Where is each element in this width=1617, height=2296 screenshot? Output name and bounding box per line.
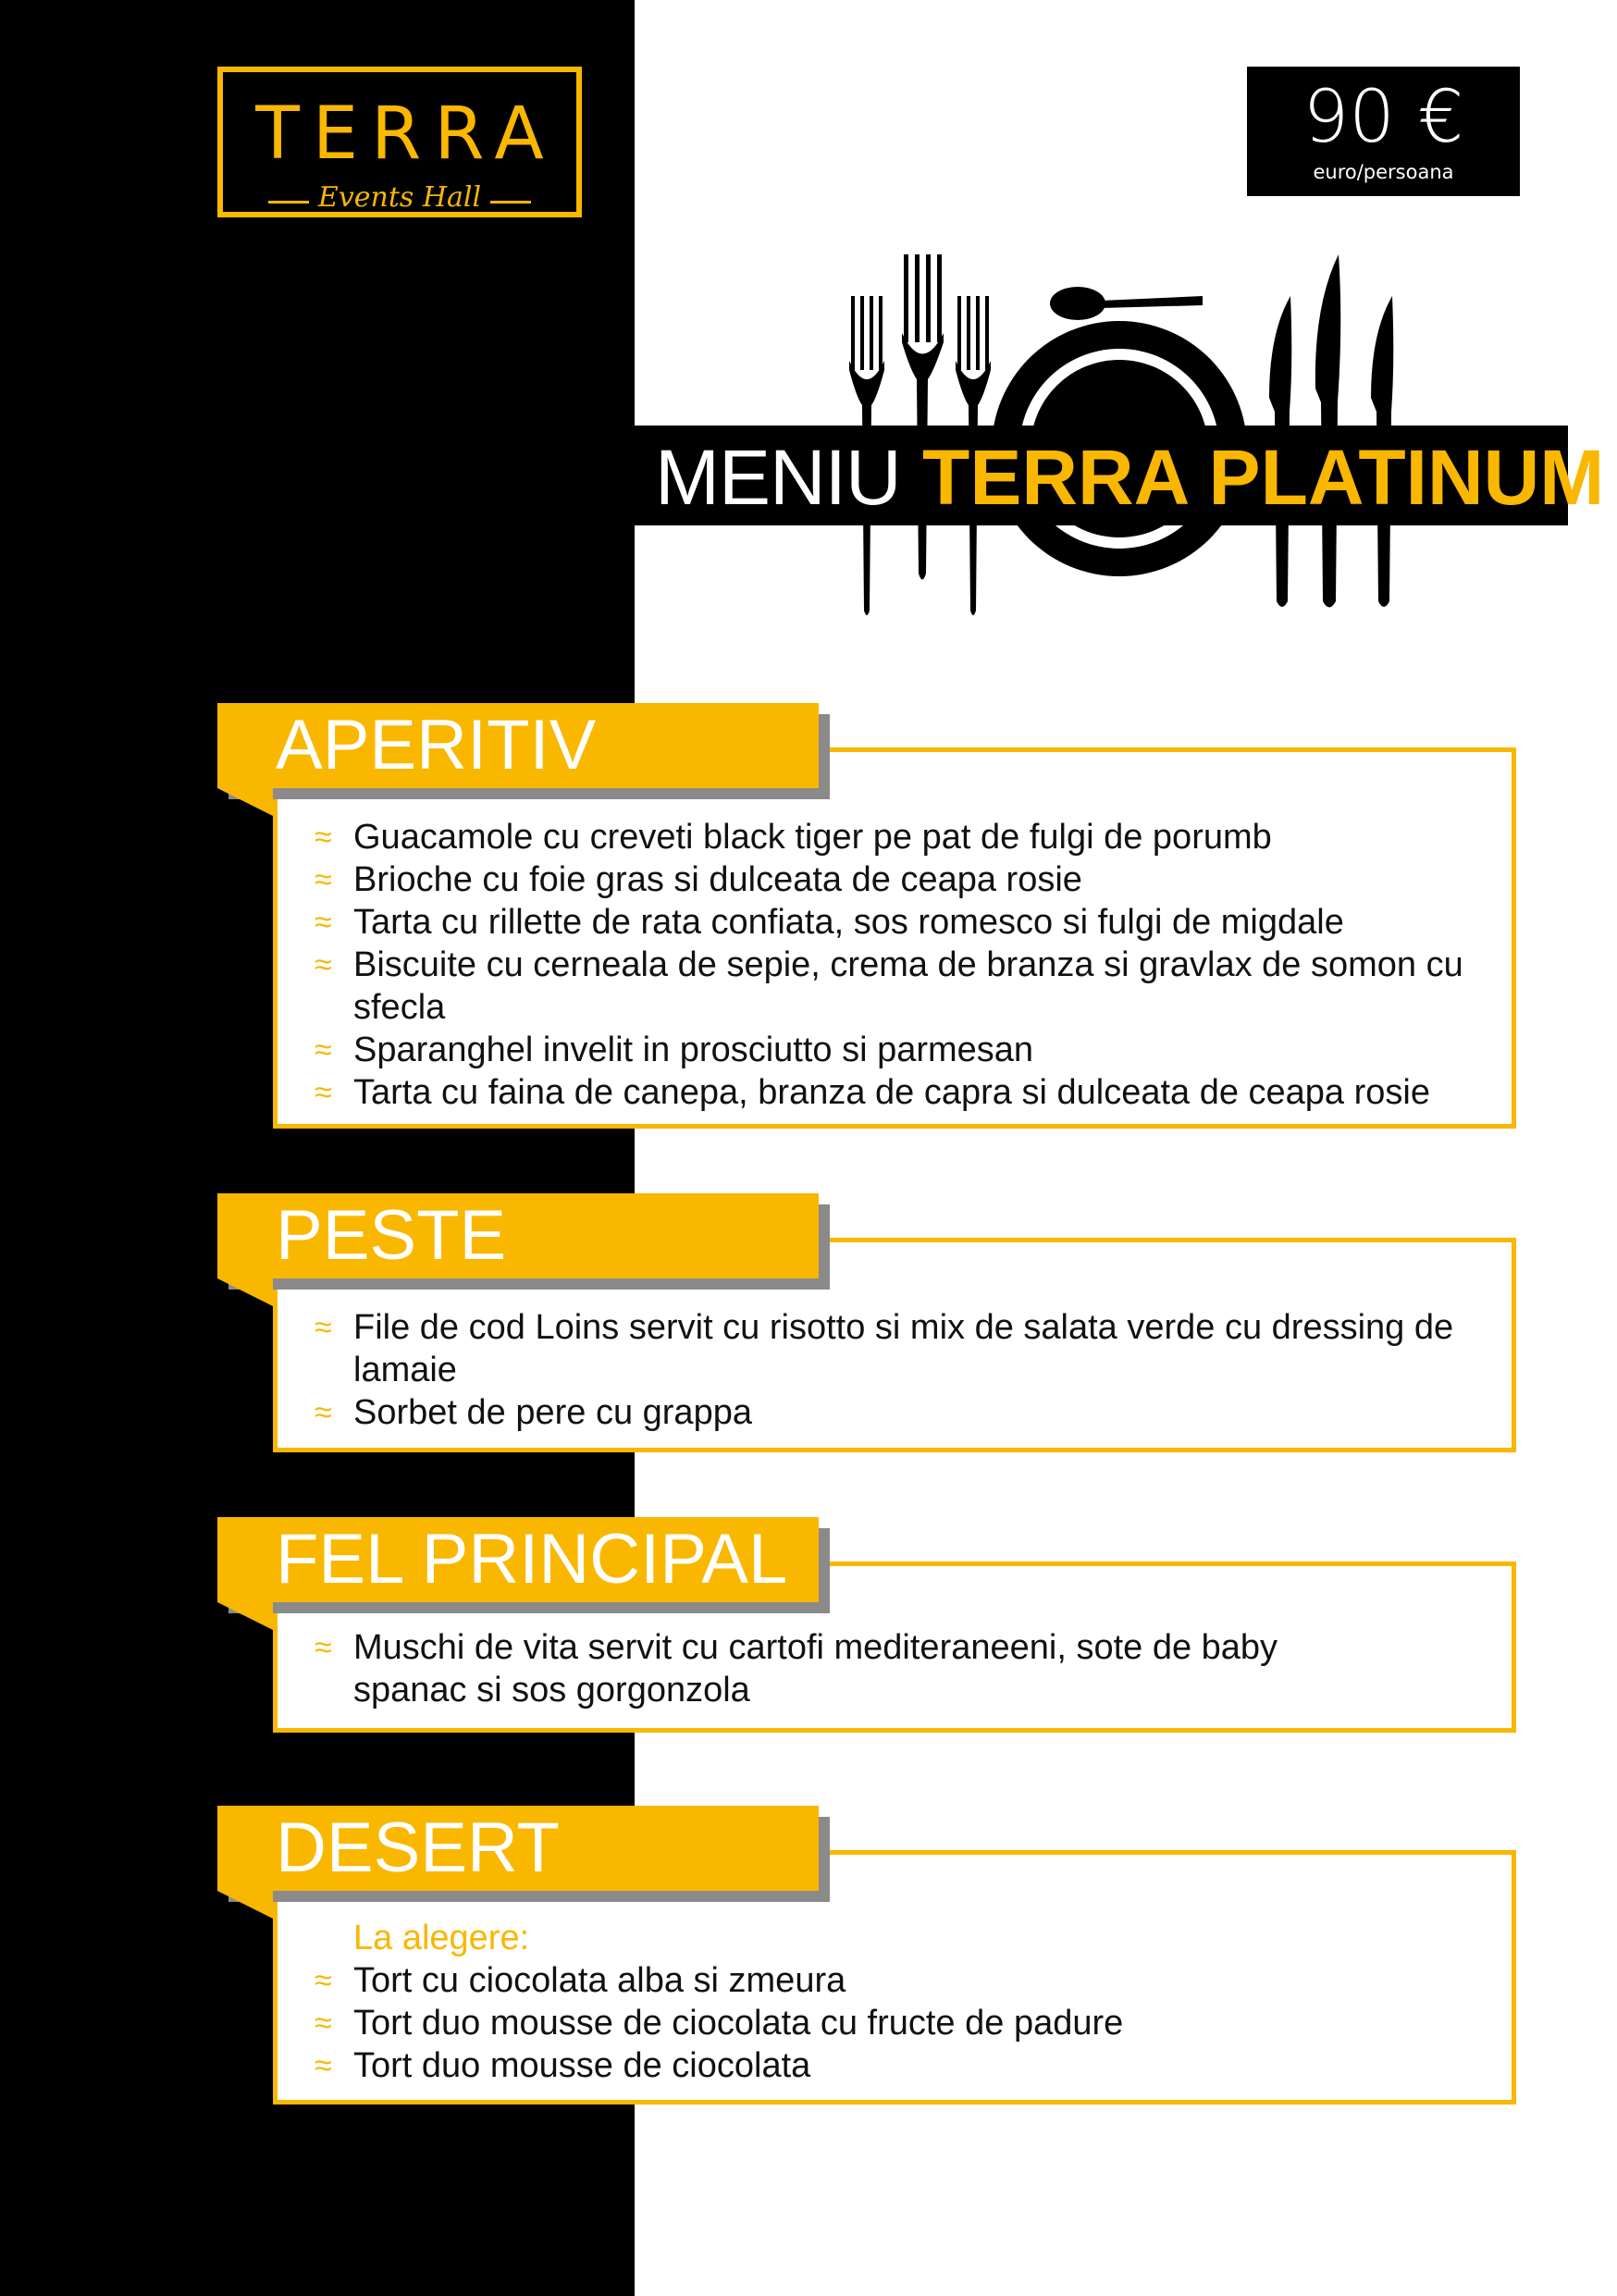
section-label-fel-principal: FEL PRINCIPAL [276,1520,788,1599]
item-text: Sorbet de pere cu grappa [353,1393,752,1432]
menu-title [655,435,1604,520]
list-item [315,901,1517,944]
section-label-desert: DESERT [276,1808,560,1887]
section-label-fold [217,1602,273,1630]
bullet-icon: ≈ [315,1630,332,1665]
list-item [315,816,1517,858]
price-unit: euro/persoana [1313,161,1454,183]
item-text: Tarta cu rillette de rata confiata, sos romesco si fulgi de migdale [353,903,1344,942]
bullet-icon: ≈ [315,947,332,982]
logo-subtitle: Events Hall [317,181,482,214]
section-label-fold [217,1891,273,1919]
item-text: Tort cu ciocolata alba si zmeura [353,1961,846,2000]
item-text: Sparanghel invelit in prosciutto si parmesan [353,1031,1034,1069]
item-text: Tort duo mousse de ciocolata cu fructe de padure [353,2004,1124,2043]
item-text: Brioche cu foie gras si dulceata de ceapa rosie [353,860,1082,899]
list-item [315,858,1517,901]
terra-logo [217,67,582,217]
section-label-fold [217,788,273,816]
bullet-icon: ≈ [315,1395,332,1430]
section-desert-content [315,1917,1499,2087]
list-item [315,2002,1517,2044]
list-item [315,1306,1537,1391]
item-text: File de cod Loins servit cu risotto si mix de salata verde cu dressing de lamaie [353,1308,1454,1389]
logo-dash-right [490,201,531,204]
list-item [315,1626,1325,1711]
desert-choice-intro: La alegere: [353,1919,530,1957]
bullet-icon: ≈ [315,1075,332,1110]
logo-name: TERRA [255,93,557,176]
list-item [315,1959,1517,2002]
list-item [315,2044,1517,2087]
list-item [315,1391,1517,1434]
price-box [1247,67,1520,196]
item-text: Guacamole cu creveti black tiger pe pat de fulgi de porumb [353,818,1272,857]
logo-subtitle-row [223,181,576,214]
logo-dash-left [268,201,309,204]
bullet-icon: ≈ [315,2048,332,2083]
list-item [315,1071,1517,1114]
price-value: 90 € [1302,76,1464,159]
menu-title-prefix: MENIU [655,434,901,521]
bullet-icon: ≈ [315,1963,332,1998]
bullet-icon: ≈ [315,2006,332,2041]
section-desert-list [315,1959,1517,2087]
list-item [315,1029,1517,1071]
item-text: Muschi de vita servit cu cartofi mediteraneeni, sote de baby spanac si sos gorgonzola [353,1628,1278,1710]
section-peste-list [315,1306,1517,1434]
section-fel-principal-list [315,1626,1517,1711]
section-label-peste: PESTE [276,1196,507,1275]
menu-title-name: TERRA PLATINUM [922,434,1605,521]
section-label-fold [217,1278,273,1306]
section-aperitiv-list [315,816,1517,1114]
item-text: Tarta cu faina de canepa, branza de capra si dulceata de ceapa rosie [353,1073,1430,1112]
item-text: Biscuite cu cerneala de sepie, crema de branza si gravlax de somon cu sfecla [353,945,1463,1027]
bullet-icon: ≈ [315,862,332,897]
bullet-icon: ≈ [315,820,332,855]
item-text: Tort duo mousse de ciocolata [353,2046,811,2085]
section-label-aperitiv: APERITIV [276,706,597,784]
list-item [315,944,1491,1029]
bullet-icon: ≈ [315,905,332,940]
bullet-icon: ≈ [315,1310,332,1345]
bullet-icon: ≈ [315,1032,332,1068]
